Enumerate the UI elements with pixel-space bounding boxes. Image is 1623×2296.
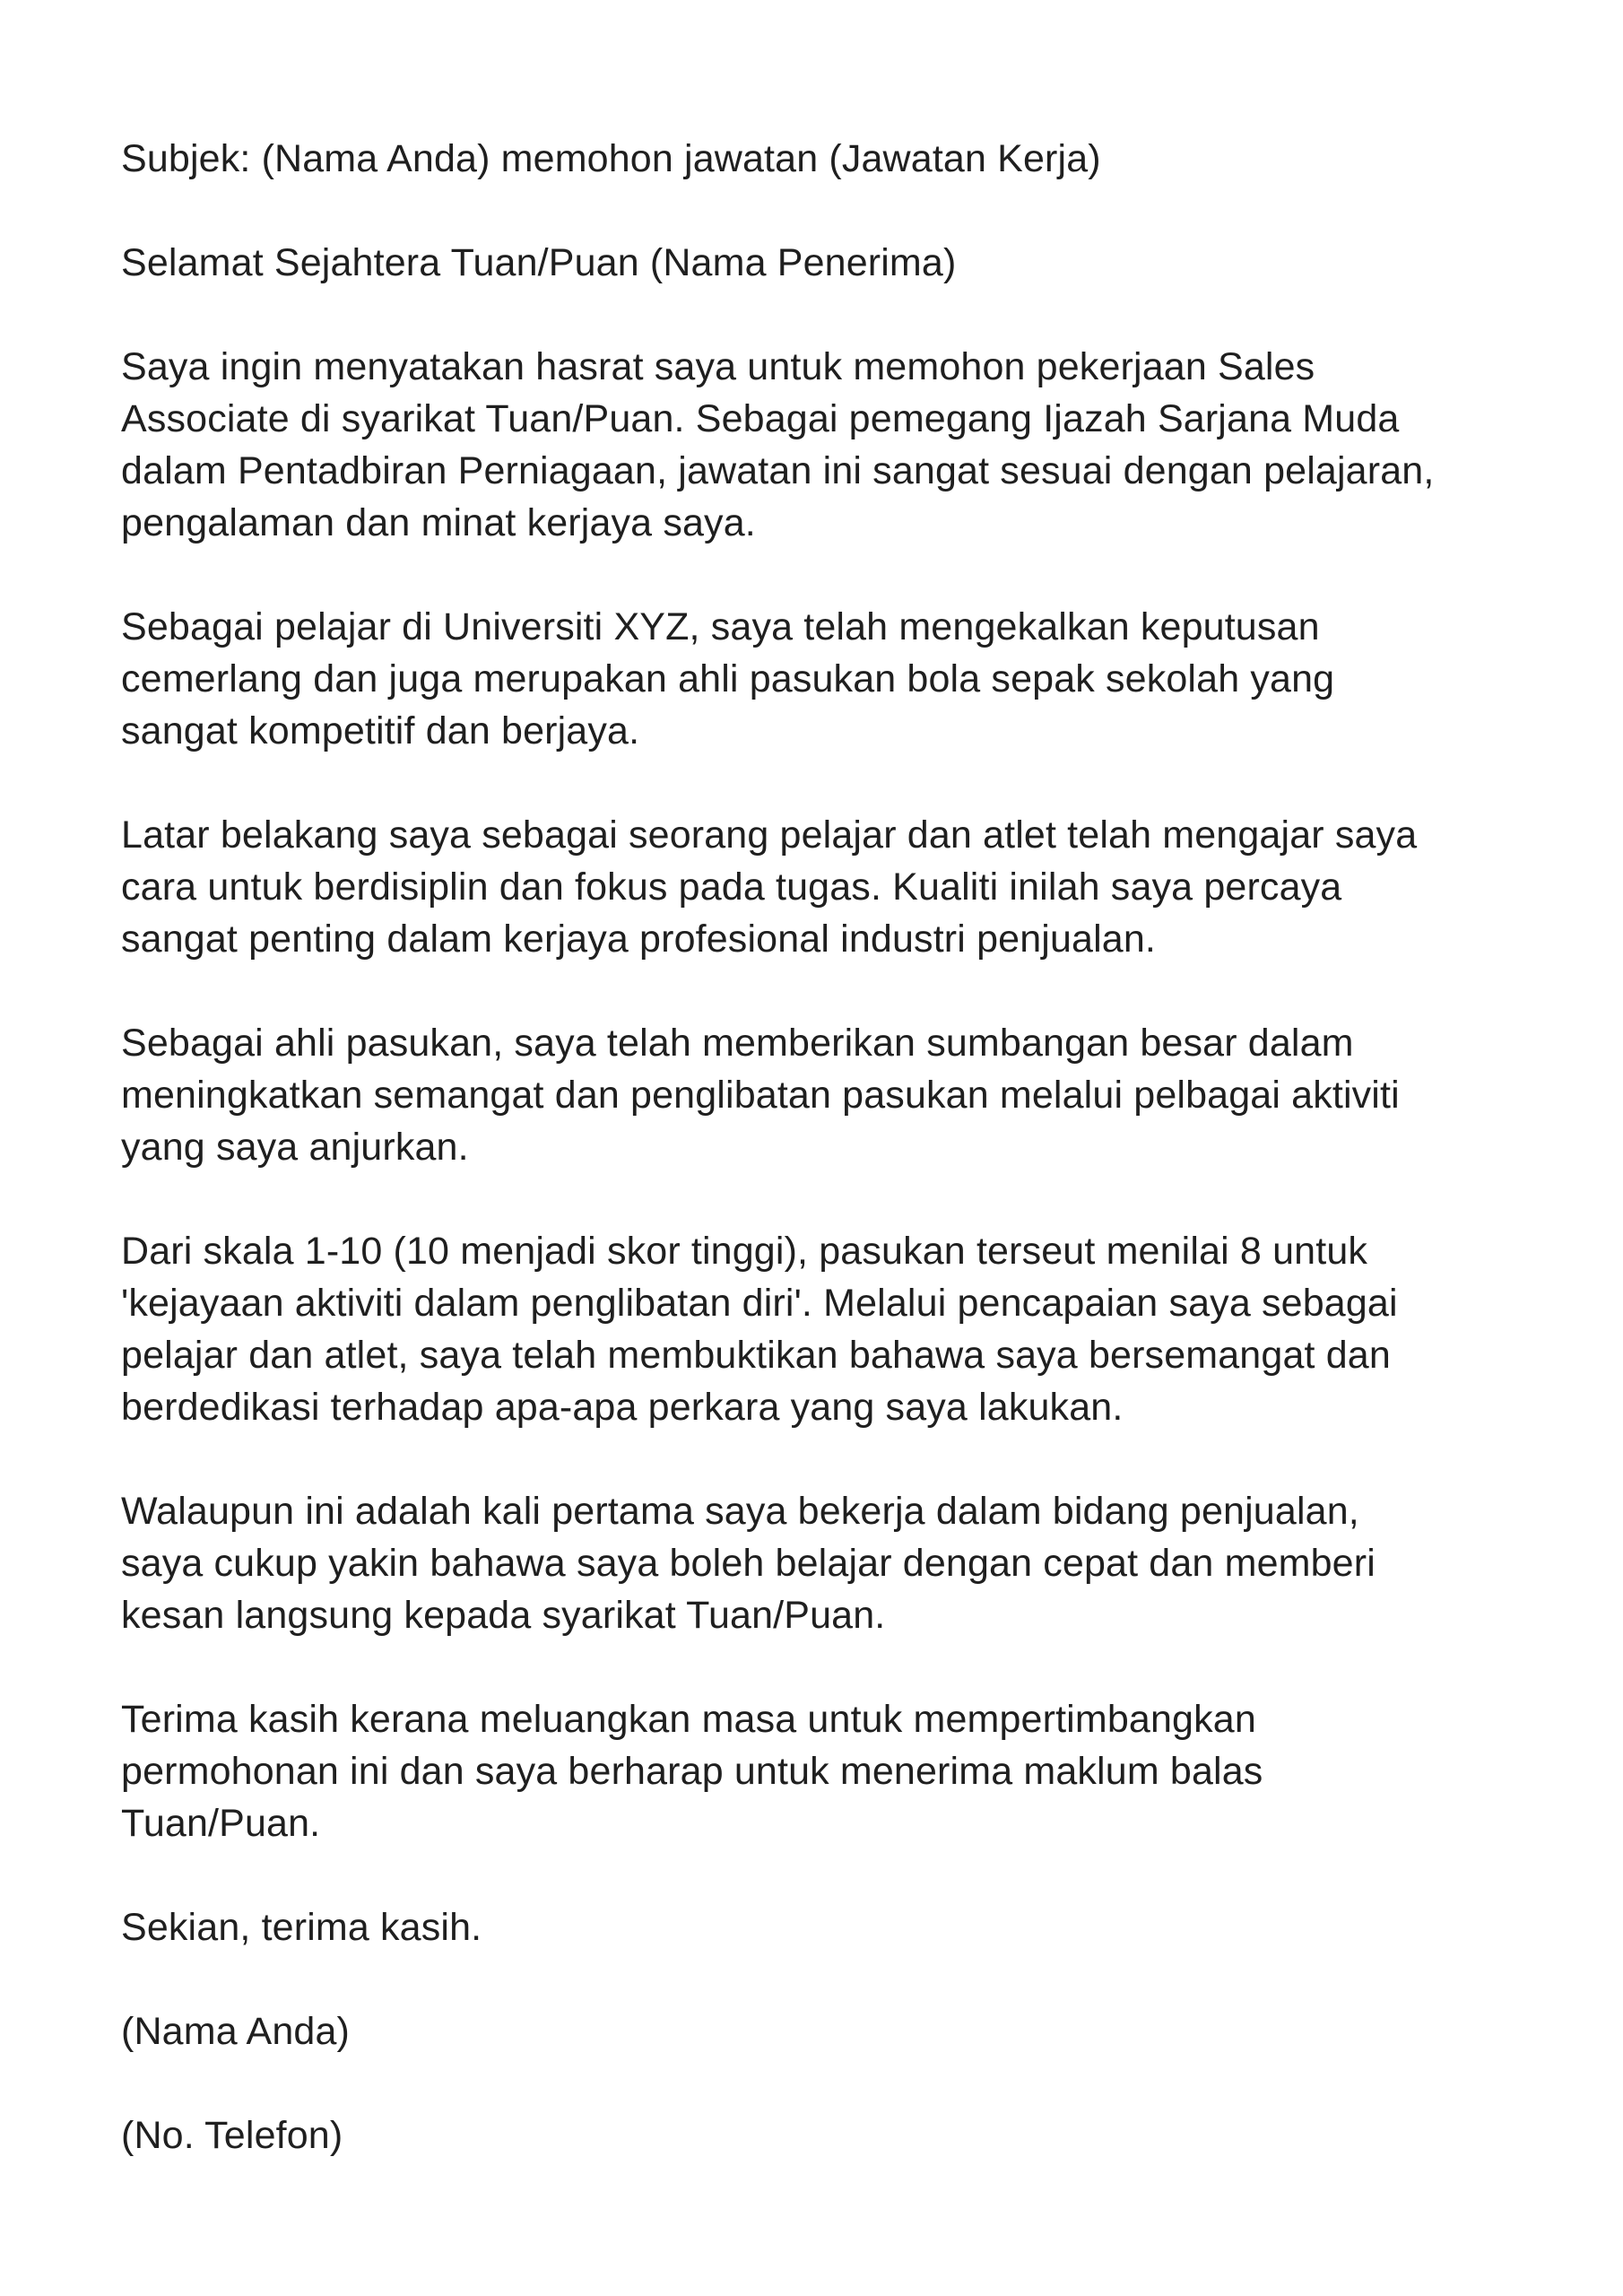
letter-paragraph-education: Sebagai pelajar di Universiti XYZ, saya telah mengekalkan keputusan cemerlang dan juga merupakan ahli pasukan bola sepak sekolah yang sangat kompetitif dan berjaya.: [121, 605, 1335, 752]
letter-paragraph-learning: Walaupun ini adalah kali pertama saya bekerja dalam bidang penjualan, saya cukup yakin bahawa saya boleh belajar dengan cepat dan memberi kesan langsung kepada syarikat Tuan/Puan.: [121, 1490, 1376, 1637]
letter-closing: Sekian, terima kasih.: [121, 1906, 482, 1949]
letter-paragraph-teamwork: Sebagai ahli pasukan, saya telah memberikan sumbangan besar dalam meningkatkan semangat dan penglibatan pasukan melalui pelbagai aktiviti yang saya anjurkan.: [121, 1022, 1400, 1169]
letter-greeting: Selamat Sejahtera Tuan/Puan (Nama Penerima): [121, 241, 957, 284]
letter-paragraph-intro: Saya ingin menyatakan hasrat saya untuk memohon pekerjaan Sales Associate di syarikat Tuan/Puan. Sebagai pemegang Ijazah Sarjana Muda dalam Pentadbiran Perniagaan, jawatan ini sangat sesuai dengan pelajaran, pengalaman dan minat kerjaya saya.: [121, 345, 1435, 544]
signature-phone: (No. Telefon): [121, 2114, 343, 2157]
letter-subject: Subjek: (Nama Anda) memohon jawatan (Jawatan Kerja): [121, 137, 1101, 180]
letter-paragraph-background: Latar belakang saya sebagai seorang pelajar dan atlet telah mengajar saya cara untuk berdisiplin dan fokus pada tugas. Kualiti inilah saya percaya sangat penting dalam kerjaya profesional industri penjualan.: [121, 813, 1418, 961]
application-letter: [121, 133, 1520, 2161]
letter-paragraph-thanks: Terima kasih kerana meluangkan masa untuk mempertimbangkan permohonan ini dan saya berharap untuk menerima maklum balas Tuan/Puan.: [121, 1698, 1263, 1845]
signature-name: (Nama Anda): [121, 2010, 350, 2053]
letter-paragraph-achievement: Dari skala 1-10 (10 menjadi skor tinggi), pasukan terseut menilai 8 untuk 'kejayaan aktiviti dalam penglibatan diri'. Melalui pencapaian saya sebagai pelajar dan atlet, saya telah membuktikan bahawa saya bersemangat dan berdedikasi terhadap apa-apa perkara yang saya lakukan.: [121, 1230, 1398, 1429]
